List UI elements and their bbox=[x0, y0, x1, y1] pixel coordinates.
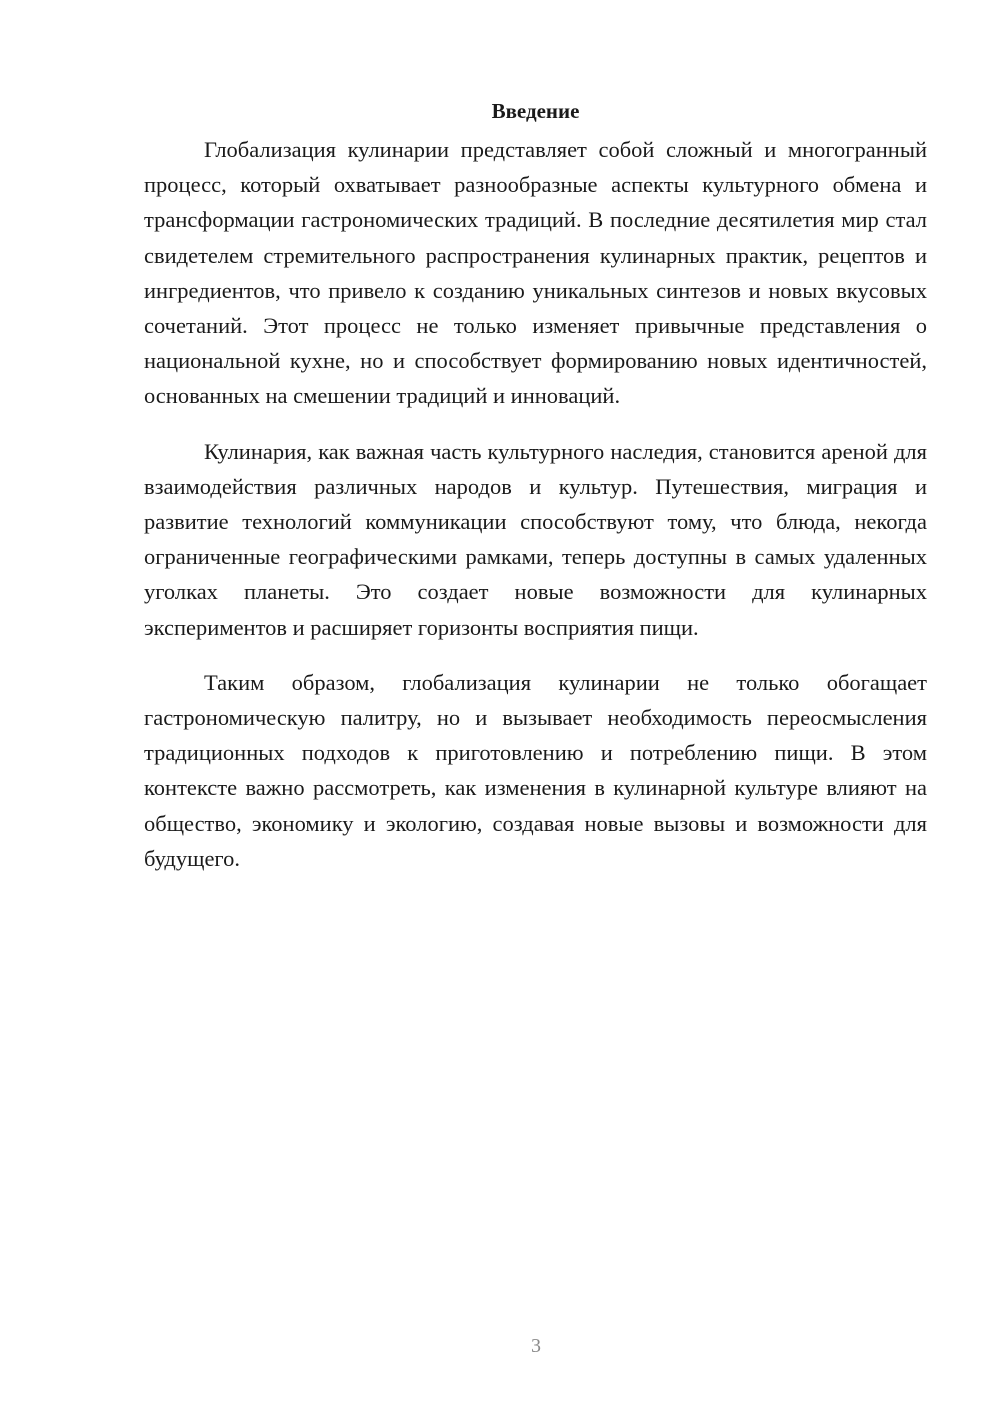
page-content bbox=[144, 96, 927, 876]
paragraph-1: Глобализация кулинарии представляет собой сложный и многогранный процесс, который охватывает разнообразные аспекты культурного обмена и трансформации гастрономических традиций. В последние десятилетия мир стал свидетелем стремительного распространения кулинарных практик, рецептов и ингредиентов, что привело к созданию уникальных синтезов и новых вкусовых сочетаний. Этот процесс не только изменяет привычные представления о национальной кухне, но и способствует формированию новых идентичностей, основанных на смешении традиций и инноваций. bbox=[144, 137, 927, 409]
page-number: 3 bbox=[531, 1335, 541, 1357]
paragraph-3: Таким образом, глобализация кулинарии не только обогащает гастрономическую палитру, но и вызывает необходимость переосмысления традиционных подходов к приготовлению и потреблению пищи. В этом контексте важно рассмотреть, как изменения в кулинарной культуре влияют на общество, экономику и экологию, создавая новые вызовы и возможности для будущего. bbox=[144, 669, 927, 871]
section-heading: Введение bbox=[491, 99, 580, 123]
paragraph-2: Кулинария, как важная часть культурного наследия, становится ареной для взаимодействия различных народов и культур. Путешествия, миграция и развитие технологий коммуникации способствуют тому, что блюда, некогда ограниченные географическими рамками, теперь доступны в самых удаленных уголках планеты. Это создает новые возможности для кулинарных экспериментов и расширяет горизонты восприятия пищи. bbox=[144, 438, 927, 640]
